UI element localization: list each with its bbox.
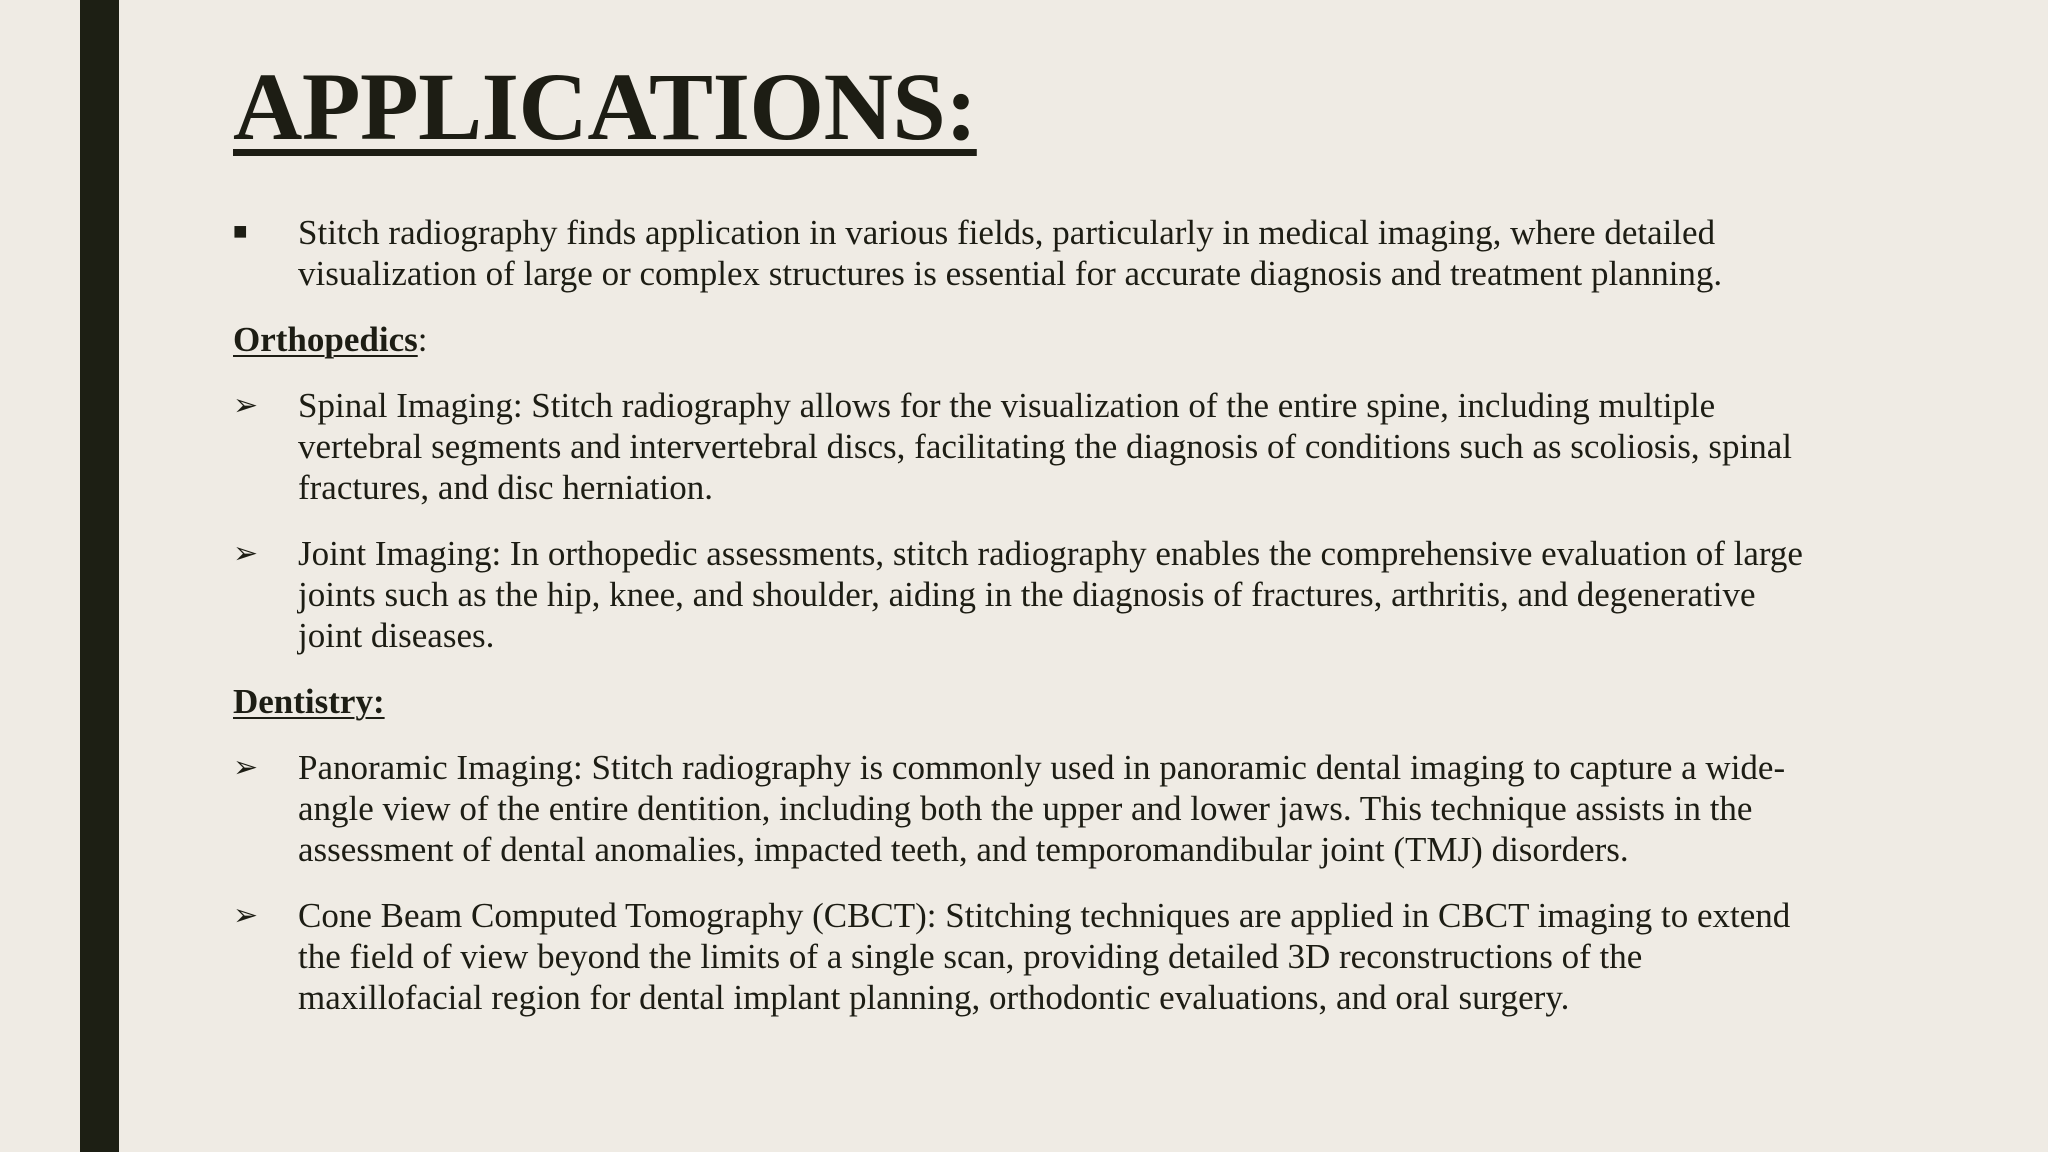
list-item-text: Spinal Imaging: Stitch radiography allows for the visualization of the entire spine, including multiple vertebral segments and intervertebral discs, facilitating the diagnosis of conditions such as scoliosis, spinal fractures, and disc herniation.: [298, 386, 1792, 507]
list-item-text: Panoramic Imaging: Stitch radiography is commonly used in panoramic dental imaging to capture a wide-angle view of the entire dentition, including both the upper and lower jaws. This technique assists in the assessment of dental anomalies, impacted teeth, and temporomandibular joint (TMJ) disorders.: [298, 748, 1786, 869]
arrow-bullet-icon: ➢: [233, 751, 259, 784]
list-item-text: Joint Imaging: In orthopedic assessments, stitch radiography enables the comprehensive evaluation of large joints such as the hip, knee, and shoulder, aiding in the diagnosis of fractures, arthritis, and degenerative joint diseases.: [298, 534, 1803, 655]
square-bullet-icon: ■: [233, 219, 248, 245]
dentistry-heading-text: Dentistry:: [233, 682, 385, 721]
intro-text: Stitch radiography finds application in various fields, particularly in medical imaging, where detailed visualization of large or complex structures is essential for accurate diagnosis and treatment planning.: [298, 213, 1723, 293]
list-item: [233, 895, 1823, 1018]
list-item: [233, 385, 1823, 508]
list-item: [233, 747, 1823, 870]
slide-title: APPLICATIONS:: [233, 53, 977, 160]
slide-content: [233, 212, 1823, 1043]
orthopedics-heading-colon: :: [417, 320, 428, 359]
intro-bullet: [233, 212, 1823, 294]
section-heading-dentistry: [233, 681, 1823, 722]
list-item: [233, 533, 1823, 656]
arrow-bullet-icon: ➢: [233, 537, 259, 570]
arrow-bullet-icon: ➢: [233, 899, 259, 932]
orthopedics-heading-text: Orthopedics: [233, 320, 418, 359]
arrow-bullet-icon: ➢: [233, 389, 259, 422]
accent-side-bar: [80, 0, 119, 1152]
list-item-text: Cone Beam Computed Tomography (CBCT): Stitching techniques are applied in CBCT imaging to extend the field of view beyond the limits of a single scan, providing detailed 3D reconstructions of the maxillofacial region for dental implant planning, orthodontic evaluations, and oral surgery.: [298, 896, 1791, 1017]
section-heading-orthopedics: [233, 319, 1823, 360]
